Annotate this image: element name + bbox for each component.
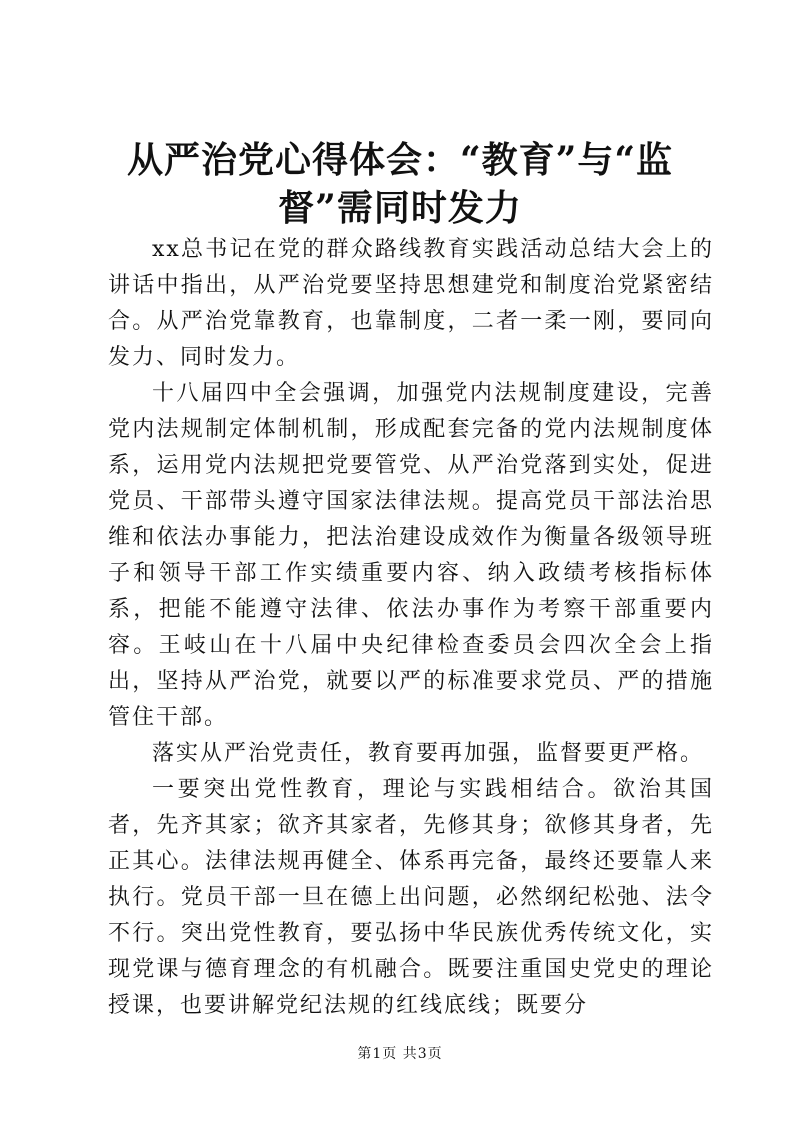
paragraph-4: 一要突出党性教育，理论与实践相结合。欲治其国者，先齐其家；欲齐其家者，先修其身；欲修其身者，先正其心。法律法规再健全、体系再完备，最终还要靠人来执行。党员干部一旦在德上出问题，必然纲纪松弛、法令不行。突出党性教育，要弘扬中华民族优秀传统文化，实现党课与德育理念的有机融合。既要注重国史党史的理论授课，也要讲解党纪法规的红线底线；既要分 (108, 777, 714, 1018)
document-body (108, 232, 714, 1024)
page-footer: 第1页 共3页 (357, 1046, 443, 1062)
paragraph-1: xx总书记在党的群众路线教育实践活动总结大会上的讲话中指出，从严治党要坚持思想建党和制度治党紧密结合。从严治党靠教育，也靠制度，二者一柔一刚，要同向发力、同时发力。 (108, 237, 714, 370)
document-title: 从严治党心得体会：“教育”与“监督”需同时发力 (126, 139, 674, 229)
paragraph-2: 十八届四中全会强调，加强党内法规制度建设，完善党内法规制定体制机制，形成配套完备的党内法规制度体系，运用党内法规把党要管党、从严治党落到实处，促进党员、干部带头遵守国家法律法规。提高党员干部法治思维和依法办事能力，把法治建设成效作为衡量各级领导班子和领导干部工作实绩重要内容、纳入政绩考核指标体系，把能不能遵守法律、依法办事作为考察干部重要内容。王岐山在十八届中央纪律检查委员会四次全会上指出，坚持从严治党，就要以严的标准要求党员、严的措施管住干部。 (108, 381, 714, 730)
paragraph-3: 落实从严治党责任，教育要再加强，监督要更严格。 (152, 741, 705, 766)
